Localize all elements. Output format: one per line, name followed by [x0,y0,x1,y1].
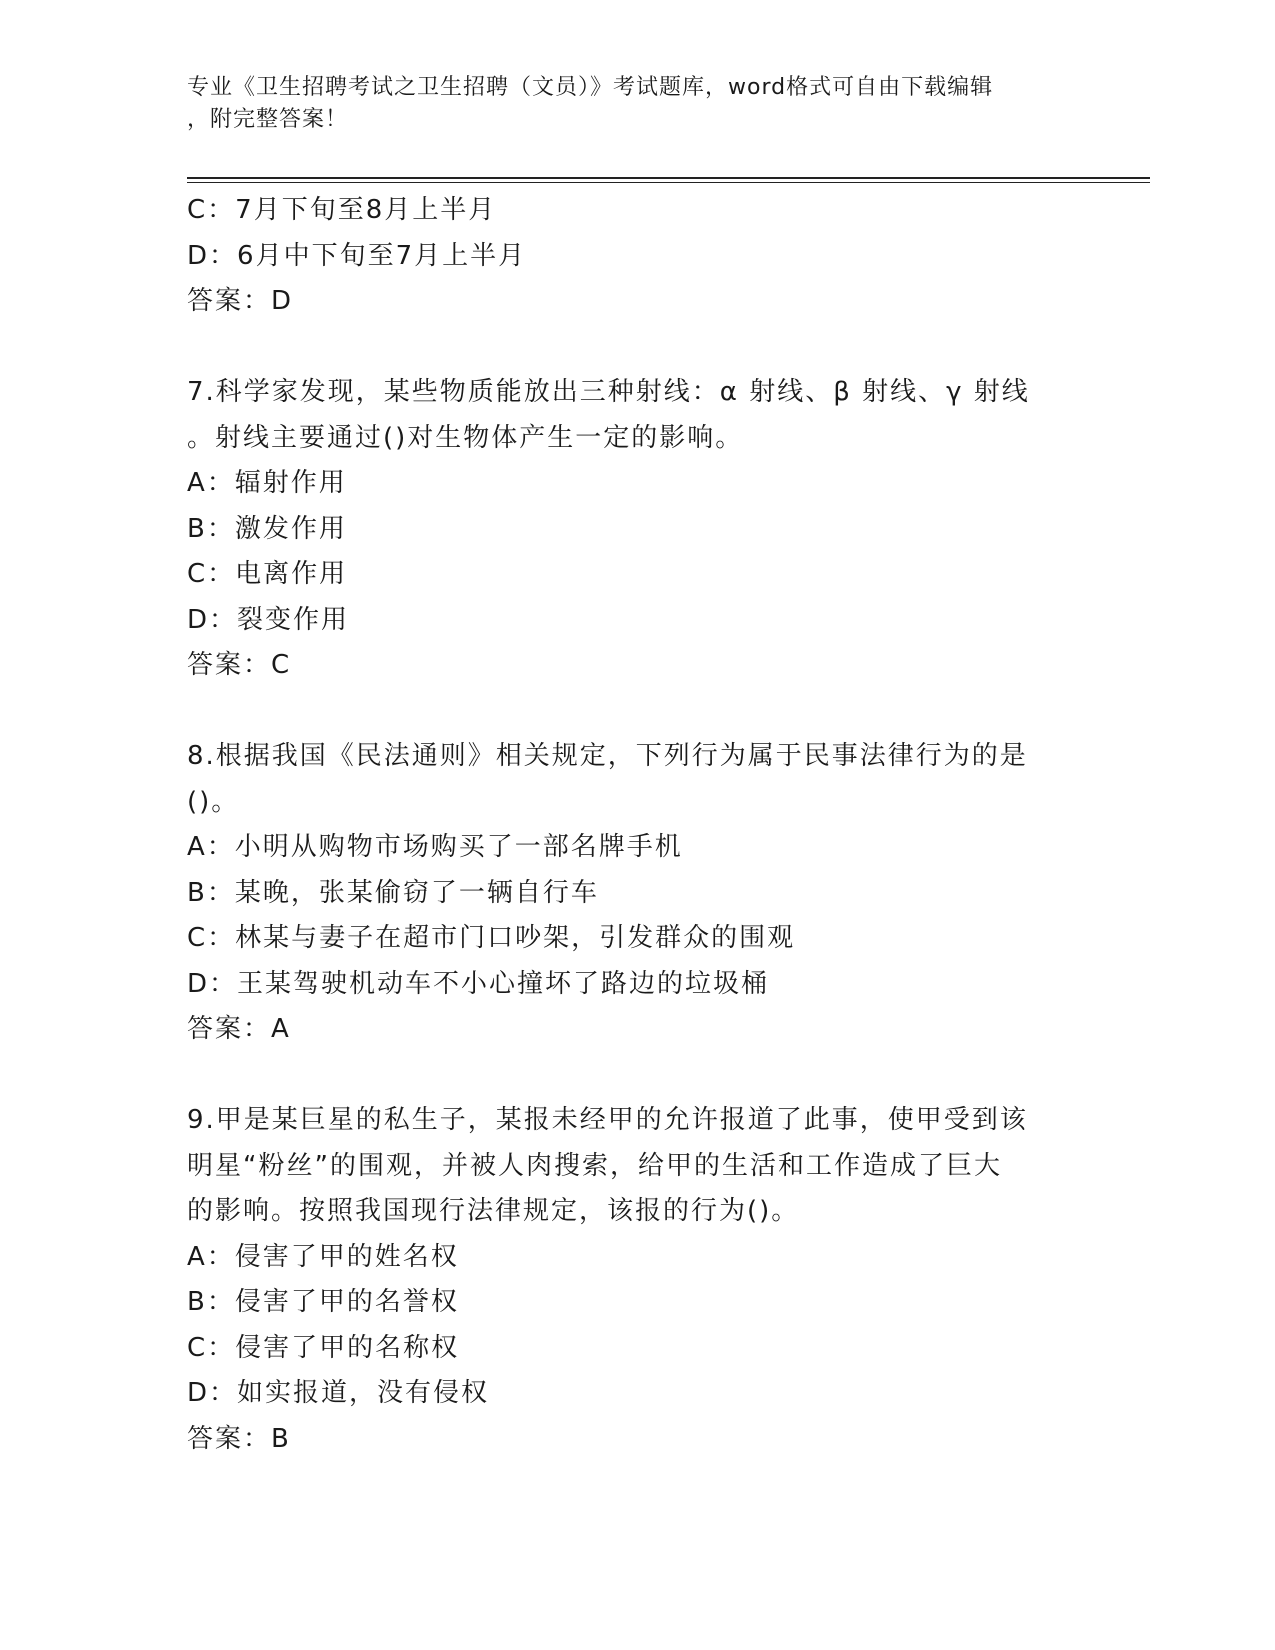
question-text-line: 8.根据我国《民法通则》相关规定，下列行为属于民事法律行为的是 [187,741,1028,771]
option-d: D：如实报道，没有侵权 [187,1378,490,1408]
answer: 答案：C [187,650,292,680]
previous-question-tail [187,188,1087,325]
question-list [187,188,1087,1462]
page-header [187,72,1067,136]
option-c: C：林某与妻子在超市门口吵架，引发群众的围观 [187,923,796,953]
question-8 [187,734,1087,1053]
option-b: B：激发作用 [187,513,347,544]
option-c: C：电离作用 [187,559,348,589]
answer: 答案：D [187,286,294,316]
answer: 答案：B [187,1423,291,1454]
option-a: A：辐射作用 [187,468,347,498]
question-9 [187,1098,1087,1462]
question-spacer [187,325,1087,371]
question-text-line: 7.科学家发现，某些物质能放出三种射线：α 射线、β 射线、γ 射线 [187,377,1030,407]
option-d: D：6月中下旬至7月上半月 [187,240,527,271]
question-text-line: 明星“粉丝”的围观，并被人肉搜索，给甲的生活和工作造成了巨大 [187,1150,1002,1181]
option-d: D：王某驾驶机动车不小心撞坏了路边的垃圾桶 [187,968,770,999]
question-7 [187,370,1087,689]
question-spacer [187,689,1087,735]
question-spacer [187,1053,1087,1099]
option-a: A：小明从购物市场购买了一部名牌手机 [187,832,683,862]
answer: 答案：A [187,1014,291,1044]
option-b: B：侵害了甲的名誉权 [187,1287,459,1317]
header-divider-thick [187,177,1150,179]
option-b: B：某晚，张某偷窃了一辆自行车 [187,877,599,908]
option-d: D：裂变作用 [187,604,350,635]
question-text-line: 9.甲是某巨星的私生子，某报未经甲的允许报道了此事，使甲受到该 [187,1105,1028,1135]
header-line-1: 专业《卫生招聘考试之卫生招聘（文员）》考试题库，word格式可自由下载编辑 [187,75,994,100]
header-divider-thin [187,182,1150,183]
option-a: A：侵害了甲的姓名权 [187,1241,459,1272]
option-c: C：7月下旬至8月上半月 [187,195,497,225]
header-line-2: ，附完整答案！ [187,107,349,132]
question-text-line: 的影响。按照我国现行法律规定，该报的行为()。 [187,1196,800,1226]
option-c: C：侵害了甲的名称权 [187,1332,460,1363]
question-text-line: ()。 [187,786,240,817]
question-text-line: 。射线主要通过()对生物体产生一定的影响。 [187,422,744,453]
